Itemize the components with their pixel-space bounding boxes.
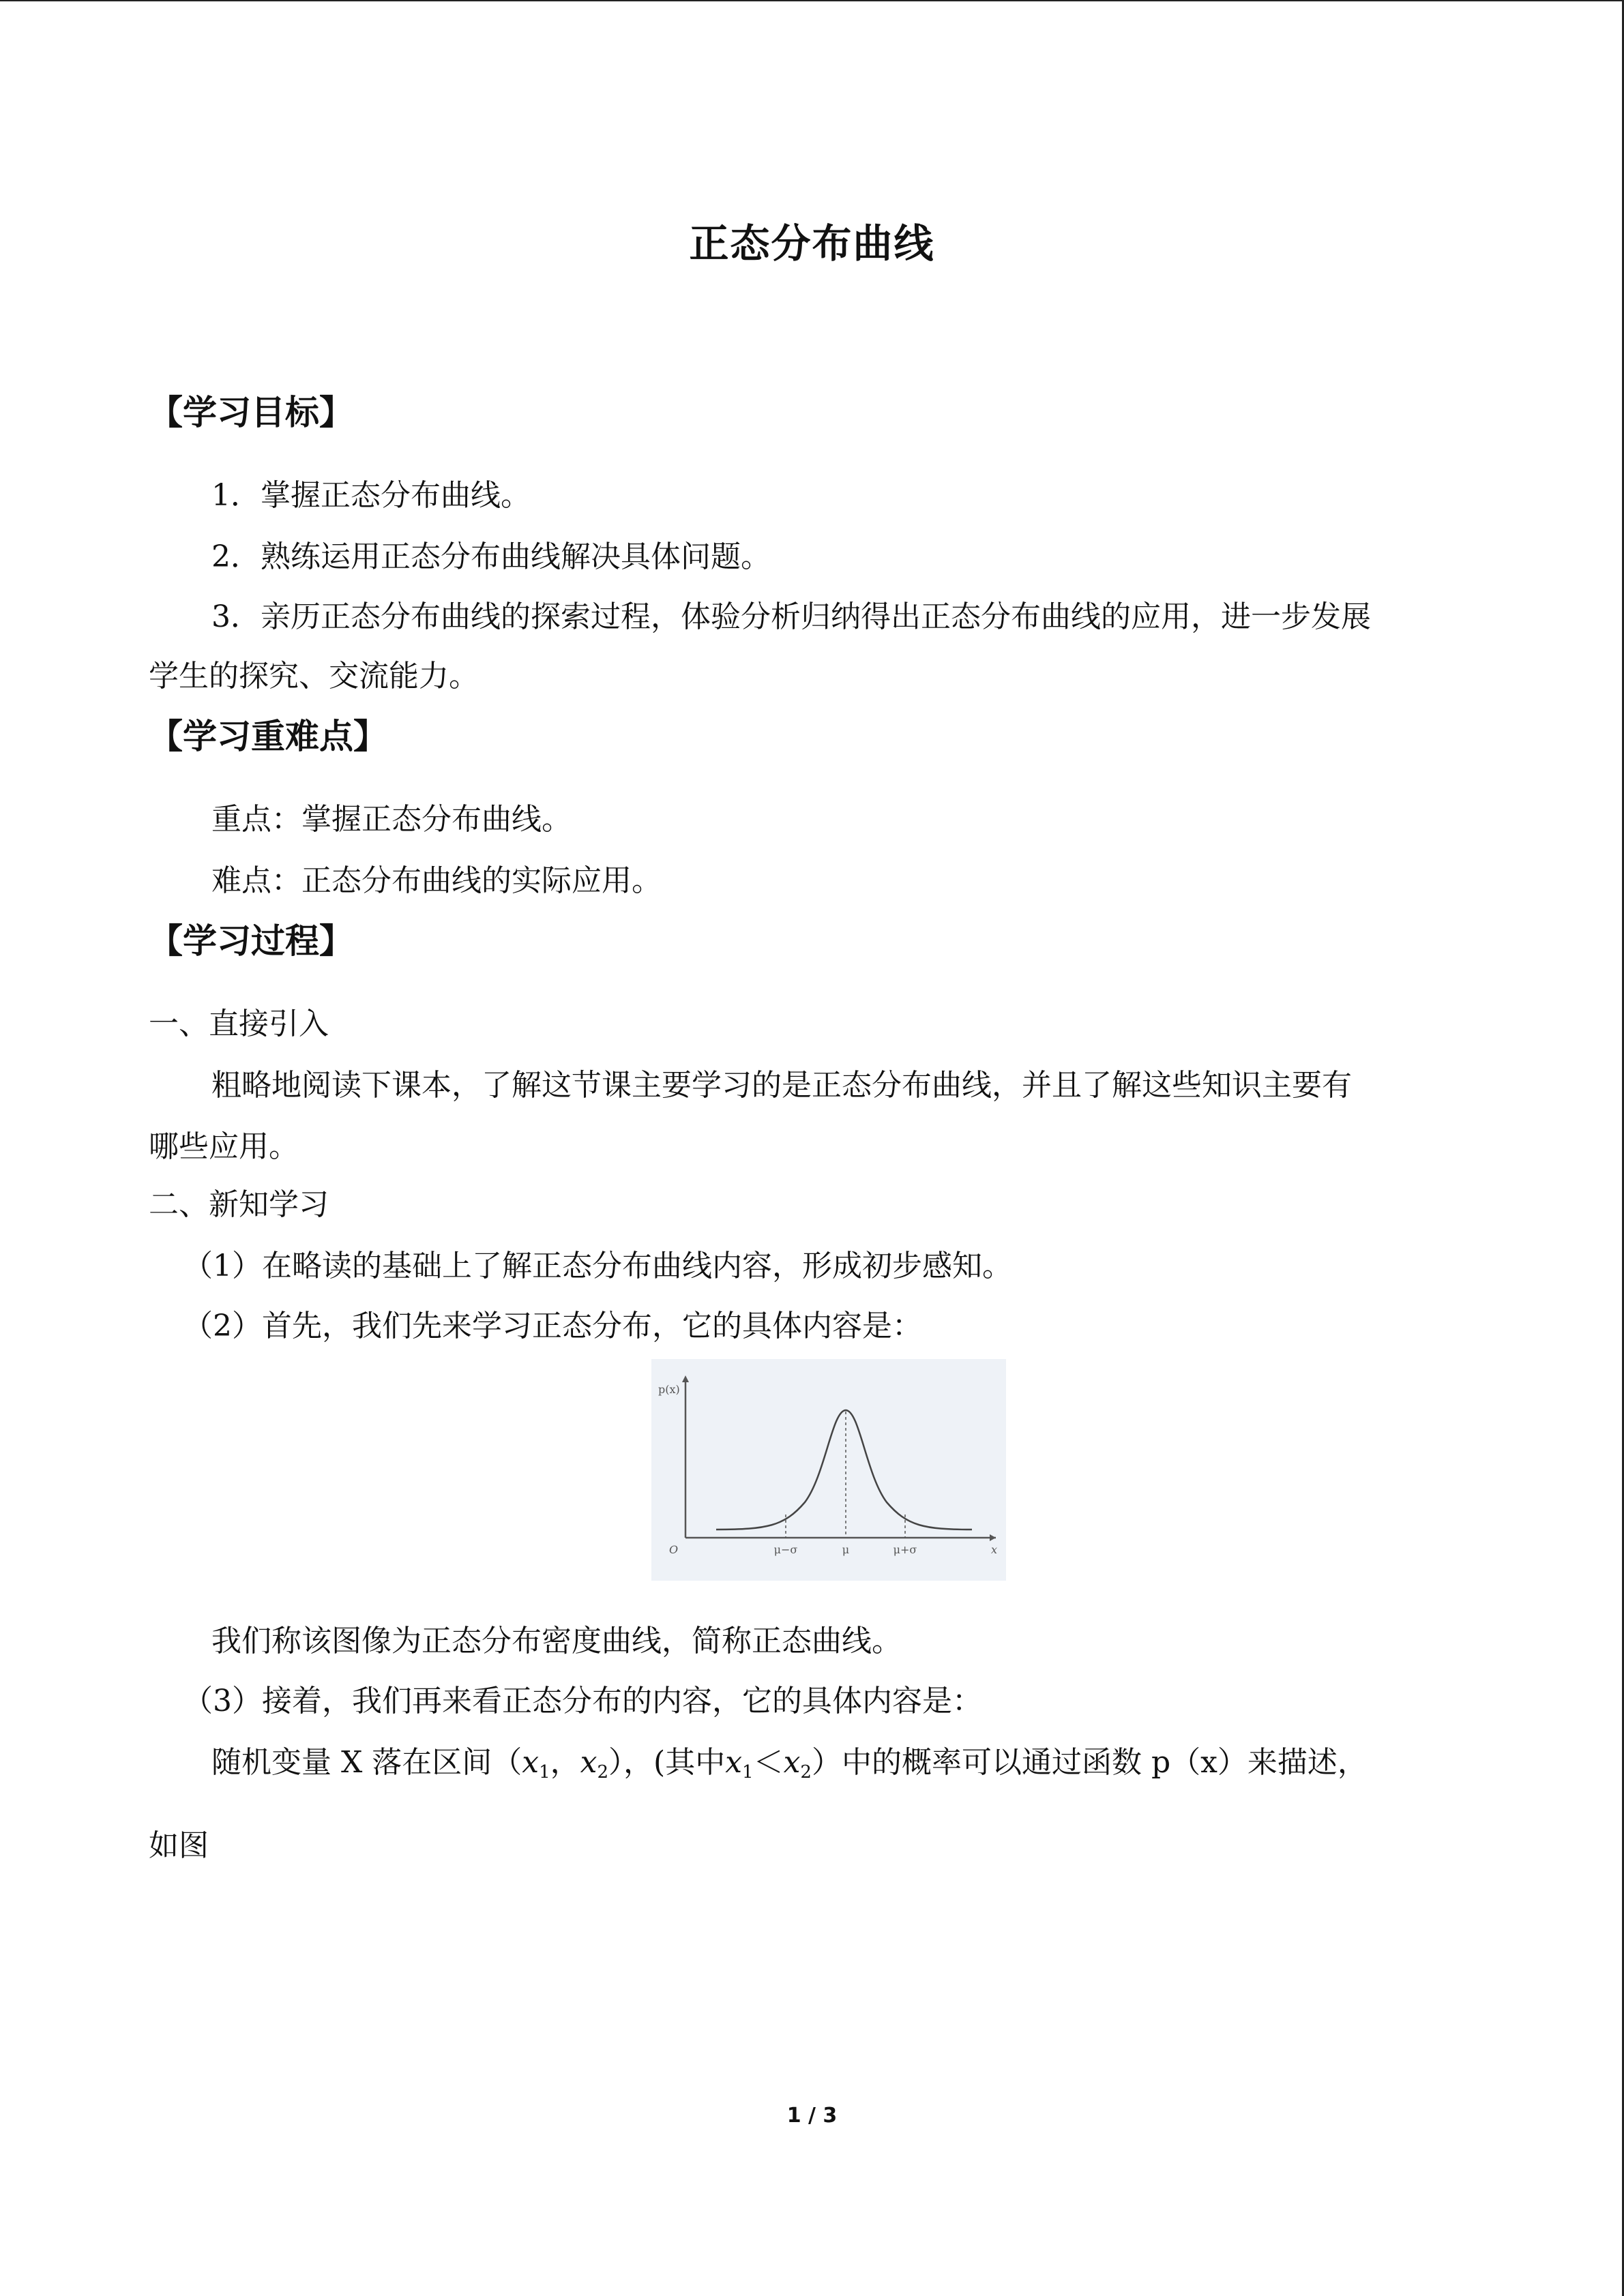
tick-mu: μ <box>842 1543 850 1556</box>
goal-item-1: 1．掌握正态分布曲线。 <box>211 478 531 513</box>
page-title: 正态分布曲线 <box>689 220 935 267</box>
figure-background <box>651 1359 1006 1581</box>
step-2: （2）首先，我们先来学习正态分布，它的具体内容是： <box>183 1309 922 1343</box>
var-x: x <box>580 1745 597 1780</box>
step3-part-e: ）中的概率可以通过函数 p（x）来描述， <box>811 1745 1368 1780</box>
y-axis-label: p(x) <box>658 1383 680 1396</box>
tick-plus-sigma: μ+σ <box>893 1543 917 1556</box>
normal-curve-svg <box>651 1359 1006 1581</box>
step-1: （1）在略读的基础上了解正态分布曲线内容，形成初步感知。 <box>183 1249 1012 1283</box>
sub-2: 2 <box>800 1762 812 1783</box>
origin-label: O <box>669 1543 679 1556</box>
heading-key-points: 【学习重难点】 <box>149 717 387 756</box>
step3-part-c: ），(其中 <box>608 1745 726 1780</box>
tick-minus-sigma: μ−σ <box>773 1543 798 1556</box>
heading-process: 【学习过程】 <box>149 921 353 961</box>
page-top-border <box>0 0 1622 1</box>
goal-item-3-cont: 学生的探究、交流能力。 <box>149 659 479 694</box>
goal-item-3: 3．亲历正态分布曲线的探索过程，体验分析归纳得出正态分布曲线的应用，进一步发展 <box>211 599 1371 634</box>
sub-1: 1 <box>742 1762 754 1783</box>
part1-text: 粗略地阅读下课本，了解这节课主要学习的是正态分布曲线，并且了解这些知识主要有 <box>211 1068 1352 1103</box>
difficult-point: 难点：正态分布曲线的实际应用。 <box>211 863 662 898</box>
var-x: x <box>783 1745 801 1780</box>
part1-text-cont: 哪些应用。 <box>149 1129 299 1164</box>
page-number: 1 / 3 <box>786 2104 838 2128</box>
x-axis-label: x <box>991 1543 998 1556</box>
step3-part-d: ＜ <box>753 1745 784 1780</box>
var-x: x <box>522 1745 540 1780</box>
heading-goals: 【学习目标】 <box>149 393 353 432</box>
key-point: 重点：掌握正态分布曲线。 <box>211 802 572 837</box>
goal-item-2: 2．熟练运用正态分布曲线解决具体问题。 <box>211 539 771 574</box>
step-3-end: 如图 <box>149 1828 209 1863</box>
sub-1: 1 <box>539 1762 550 1783</box>
figure-caption: 我们称该图像为正态分布密度曲线，简称正态曲线。 <box>211 1624 902 1658</box>
part1-title: 一、直接引入 <box>149 1007 329 1041</box>
step3-part-b: ， <box>550 1745 580 1780</box>
step-3: （3）接着，我们再来看正态分布的内容，它的具体内容是： <box>183 1684 982 1718</box>
step-3-text <box>211 1738 1368 1783</box>
step3-part-a: 随机变量 X 落在区间（ <box>211 1745 522 1780</box>
part2-title: 二、新知学习 <box>149 1187 329 1222</box>
sub-2: 2 <box>597 1762 609 1783</box>
var-x: x <box>725 1745 743 1780</box>
normal-curve-figure <box>651 1359 1006 1581</box>
